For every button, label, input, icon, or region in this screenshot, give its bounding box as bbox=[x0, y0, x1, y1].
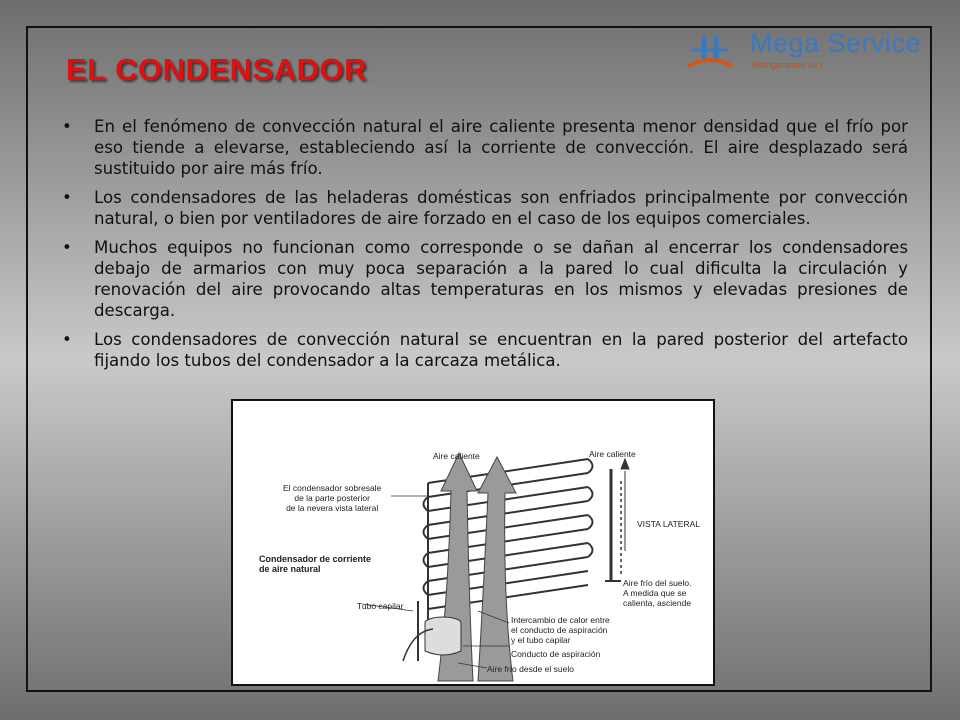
label-vista-lateral: VISTA LATERAL bbox=[637, 519, 700, 529]
label-intercambio: Intercambio de calor entre el conducto de aspiración y el tubo capilar bbox=[511, 615, 610, 645]
bullet-text: Los condensadores de las heladeras domésticas son enfriados principalmente por convección natural, o bien por ventiladores de aire forzado en el caso de los equipos comerciales. bbox=[94, 188, 908, 228]
label-aire-caliente-side: Aire caliente bbox=[589, 449, 636, 459]
label-condensador-corriente: Condensador de corriente de aire natural bbox=[259, 554, 372, 574]
label-condensador-sobresale: El condensador sobresale de la parte posterior de la nevera vista lateral bbox=[283, 483, 382, 513]
bullet-item bbox=[56, 116, 908, 179]
condenser-illustration bbox=[233, 401, 713, 684]
bullet-text: Muchos equipos no funcionan como corresponde o se dañan al encerrar los condensadores debajo de armarios con muy poca separación a la pared lo cual dificulta la circulación y renovación del aire provocando altas temperaturas en los mismos y elevadas presiones de descarga. bbox=[94, 238, 908, 320]
bullet-item bbox=[56, 237, 908, 321]
label-aire-frio-side: Aire frío del suelo. A medida que se calienta, asciende bbox=[623, 578, 692, 608]
label-aire-frio-suelo: Aire frío desde el suelo bbox=[487, 664, 574, 674]
company-logo bbox=[682, 30, 928, 76]
bullet-text: Los condensadores de convección natural se encuentran en la pared posterior del artefacto fijando los tubos del condensador a la carcaza metálica. bbox=[94, 330, 908, 370]
label-tubo-capilar: Tubo capilar bbox=[357, 601, 404, 611]
bullet-item bbox=[56, 187, 908, 229]
logo-subtitle: Refrigeración s.r.l. bbox=[752, 60, 825, 70]
logo-name: Mega Service bbox=[750, 28, 922, 58]
bullet-item bbox=[56, 329, 908, 371]
bullet-dot: • bbox=[62, 238, 72, 257]
bullet-dot: • bbox=[62, 188, 72, 207]
label-conducto-aspiracion: Conducto de aspiración bbox=[511, 649, 601, 659]
bullet-list bbox=[56, 116, 908, 379]
slide-title: EL CONDENSADOR bbox=[66, 52, 367, 87]
bullet-dot: • bbox=[62, 117, 72, 136]
tower-logo-icon bbox=[682, 30, 748, 76]
bullet-dot: • bbox=[62, 330, 72, 349]
label-aire-caliente: Aire caliente bbox=[433, 451, 480, 461]
condenser-diagram bbox=[231, 399, 715, 686]
bullet-text: En el fenómeno de convección natural el aire caliente presenta menor densidad que el frío por eso tiende a elevarse, estableciendo así la corriente de convección. El aire desplazado será sustituido por aire más frío. bbox=[94, 117, 908, 178]
